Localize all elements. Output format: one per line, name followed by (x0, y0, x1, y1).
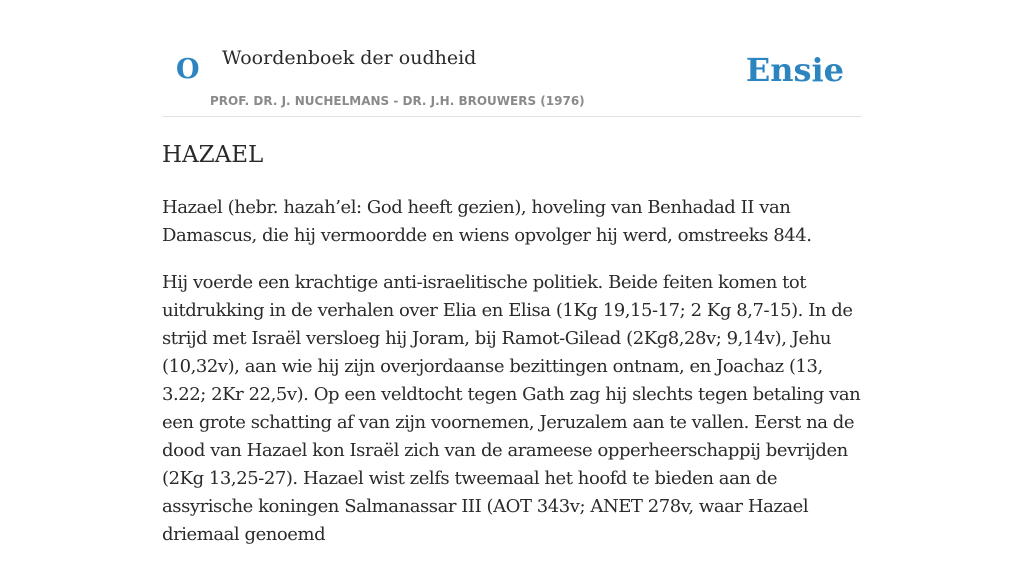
article-paragraph: Hazael (hebr. hazah’el: God heeft gezien), hoveling van Benhadad II van Damascus, die hij vermoordde en wiens opvolger hij werd, omstreeks 844. (162, 197, 812, 246)
article-headword: HAZAEL (162, 142, 264, 168)
article-paragraph: Hij voerde een krachtige anti-israelitische politiek. Beide feiten komen tot uitdrukking in de verhalen over Elia en Elisa (1Kg 19,15-17; 2 Kg 8,7-15). In de strijd met Israël versloeg hij Joram, bij Ramot-Gilead (2Kg8,28v; 9,14v), Jehu (10,32v), aan wie hij zijn overjordaanse bezittingen ontnam, en Joachaz (13, 3.22; 2Kr 22,5v). Op een veldtocht tegen Gath zag hij slechts tegen betaling van een grote schatting af van zijn voornemen, Jeruzalem aan te vallen. Eerst na de dood van Hazael kon Israël zich van de arameese opperheerschappij bevrijden (2Kg 13,25-27). Hazael wist zelfs tweemaal het hoofd te bieden aan de assyrische koningen Salmanassar III (AOT 343v; ANET 278v, waar Hazael driemaal genoemd (162, 272, 861, 545)
book-authors: PROF. DR. J. NUCHELMANS - DR. J.H. BROUWERS (1976) (210, 94, 585, 108)
ensie-logo-link[interactable]: Ensie (745, 51, 844, 89)
book-title[interactable]: Woordenboek der oudheid (222, 47, 477, 69)
article (162, 138, 862, 568)
letter-index[interactable]: O (176, 54, 200, 85)
dictionary-header (162, 0, 862, 117)
